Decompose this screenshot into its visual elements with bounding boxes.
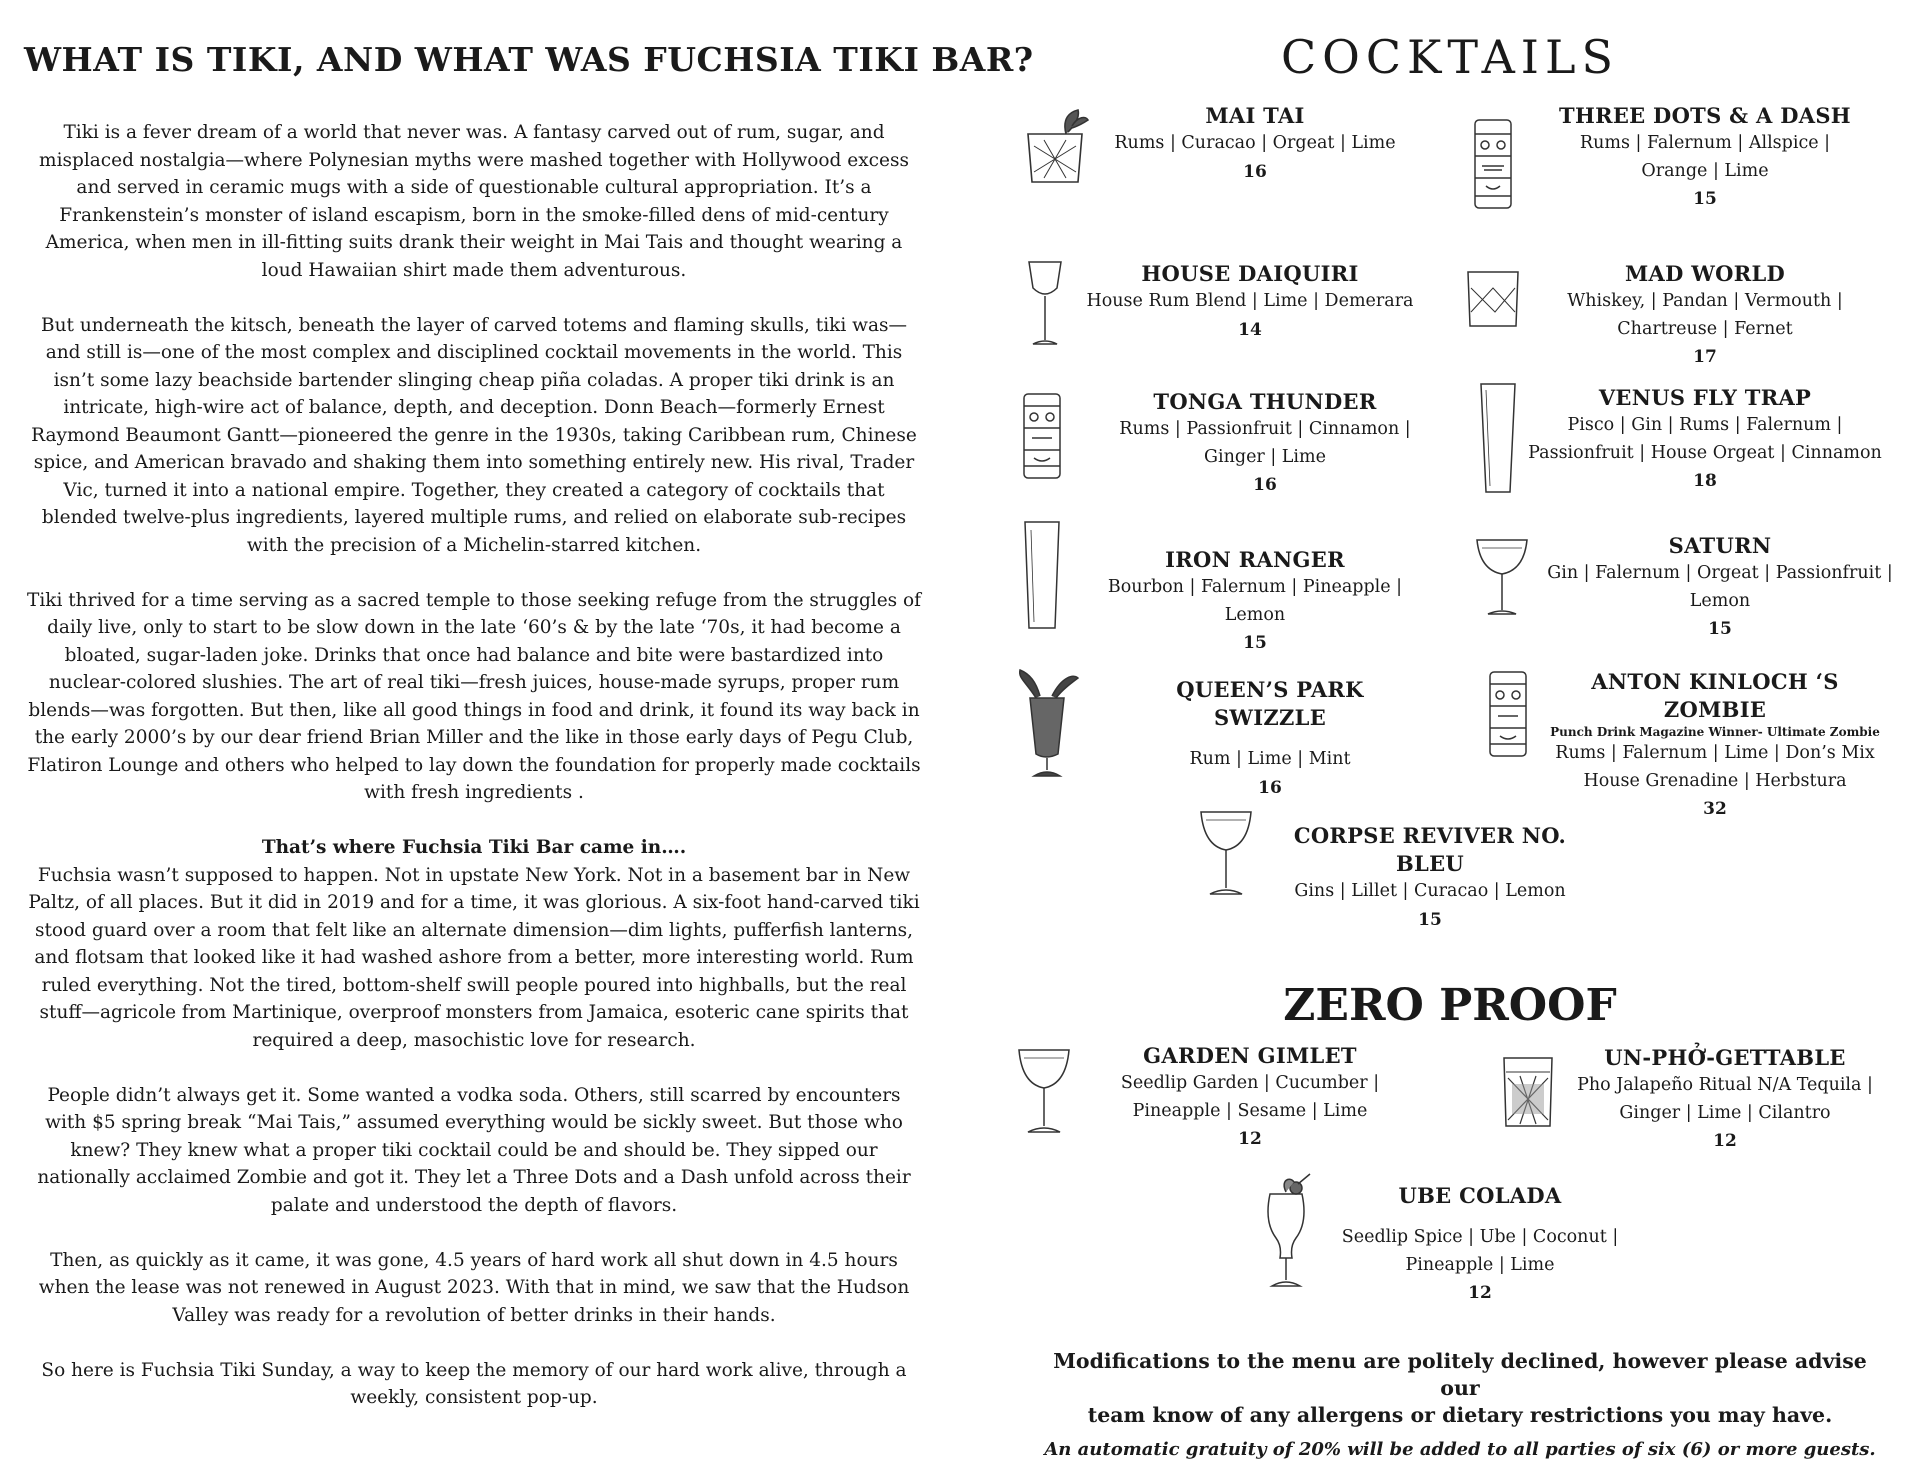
cocktail-ingredients-line-1: Pho Jalapeño Ritual N/A Tequila | bbox=[1577, 1075, 1873, 1095]
cocktail-name: HOUSE DAIQUIRI bbox=[1141, 261, 1359, 286]
cocktail-ingredients-line-2: Orange | Lime bbox=[1641, 160, 1769, 181]
cocktail-corpse-reviver-no-bleu bbox=[1260, 822, 1600, 934]
cocktail-three-dots-and-a-dash bbox=[1530, 102, 1880, 213]
highball-glass-icon bbox=[1022, 518, 1062, 634]
cocktail-name: QUEEN’S PARK SWIZZLE bbox=[1176, 677, 1364, 730]
tiki-mug-icon bbox=[1020, 390, 1064, 482]
story-paragraph-1: Tiki is a fever dream of a world that never was. A fantasy carved out of rum, sugar, and misplaced nostalgia—where Polynesian myths were mashed together with Hollywood excess and served in ceramic mugs with a side of questionable cultural appropriation. It’s a Frankenstein’s monster of island escapism, born in the smoke-filled dens of mid-century America, when men in ill-fitting suits drank their weight in Mai Tais and thought wearing a loud Hawaiian shirt made them adventurous. bbox=[39, 122, 909, 281]
story-paragraph-4-heading: That’s where Fuchsia Tiki Bar came in…. bbox=[261, 837, 687, 858]
cocktail-price: 15 bbox=[1693, 189, 1717, 209]
nick-and-nora-glass-icon bbox=[1025, 258, 1065, 350]
cocktail-ingredients-line-1: Rums | Falernum | Lime | Don’s Mix bbox=[1555, 743, 1875, 763]
cocktail-price: 15 bbox=[1243, 633, 1267, 653]
story-column bbox=[24, 40, 1034, 1439]
cocktail-ingredients-line-1: Whiskey, | Pandan | Vermouth | bbox=[1567, 291, 1843, 311]
story-paragraph-3: Tiki thrived for a time serving as a sacred temple to those seeking refuge from the struggles of daily live, only to start to be slow down in the late ‘60’s & by the late ‘70s, it had become a bloated, sugar-laden joke. Drinks that once had balance and bite were bastardized into nuclear-colored slushies. The art of real tiki—fresh juices, house-made syrups, proper rum blends—was forgotten. But then, like all good things in food and drink, it found its way back in the early 2000’s by our dear friend Brian Miller and the like in those early days of Pegu Club, Flatiron Lounge and others who helped to lay down the foundation for properly made cocktails with fresh ingredients . bbox=[26, 589, 922, 803]
cocktail-ingredients-line-1: Gin | Falernum | Orgeat | Passionfruit | bbox=[1547, 563, 1893, 583]
story-title: WHAT IS TIKI, AND WHAT WAS FUCHSIA TIKI BAR? bbox=[24, 40, 1034, 79]
collins-glass-icon bbox=[1478, 380, 1518, 498]
cocktail-mad-world bbox=[1535, 260, 1875, 371]
hurricane-glass-icon bbox=[1256, 1172, 1316, 1294]
cocktail-ingredients-line-2: Chartreuse | Fernet bbox=[1617, 318, 1793, 339]
cocktail-ingredients-line-1: Pisco | Gin | Rums | Falernum | bbox=[1567, 415, 1843, 435]
cocktail-price: 16 bbox=[1243, 161, 1267, 182]
cocktail-name: ANTON KINLOCH ‘S ZOMBIE bbox=[1591, 669, 1839, 722]
cocktail-ingredients-line-2: Pineapple | Lime bbox=[1405, 1254, 1555, 1275]
cocktail-price: 18 bbox=[1693, 471, 1717, 491]
cocktail-name: CORPSE REVIVER NO. BLEU bbox=[1293, 823, 1567, 876]
cocktail-ingredients-line-2: Lemon bbox=[1689, 590, 1751, 611]
zero-proof-ube-colada bbox=[1330, 1182, 1630, 1307]
cocktail-price: 12 bbox=[1468, 1283, 1492, 1303]
rocks-glass-mint-icon bbox=[1022, 106, 1092, 186]
cocktail-venus-fly-trap bbox=[1525, 384, 1885, 495]
tiki-mug-icon bbox=[1486, 668, 1530, 760]
cocktail-price: 32 bbox=[1703, 799, 1727, 819]
story-paragraph-7: So here is Fuchsia Tiki Sunday, a way to keep the memory of our hard work alive, through a weekly, consistent pop-up. bbox=[41, 1359, 907, 1408]
cocktail-name: THREE DOTS & A DASH bbox=[1559, 103, 1851, 128]
story-paragraph-2: But underneath the kitsch, beneath the layer of carved totems and flaming skulls, tiki was—and still is—one of the most complex and disciplined cocktail movements in the world. This isn’t some lazy beachside bartender slinging cheap piña coladas. A proper tiki drink is an intricate, high-wire act of balance, depth, and deception. Donn Beach—formerly Ernest Raymond Beaumont Gantt—pioneered the genre in the 1930s, taking Caribbean rum, Chinese spice, and American bravado and shaking them into something entirely new. His rival, Trader Vic, turned it into a national empire. Together, they created a category of cocktails that blended twelve-plus ingredients, layered multiple rums, and relied on elaborate sub-recipes with the precision of a Michelin-starred kitchen. bbox=[31, 314, 917, 556]
cocktail-ingredients-line-2: Ginger | Lime bbox=[1204, 446, 1326, 467]
cocktail-price: 12 bbox=[1713, 1131, 1737, 1151]
cocktail-queens-park-swizzle bbox=[1120, 676, 1420, 802]
cocktail-price: 16 bbox=[1258, 777, 1282, 798]
cocktail-mai-tai bbox=[1100, 102, 1410, 186]
cocktail-name: SATURN bbox=[1668, 533, 1772, 558]
cocktail-iron-ranger bbox=[1090, 546, 1420, 657]
coupe-glass-icon bbox=[1016, 1044, 1072, 1138]
cocktail-ingredients-line-1: Seedlip Spice | Ube | Coconut | bbox=[1341, 1227, 1619, 1247]
cocktail-name: MAI TAI bbox=[1205, 103, 1305, 128]
cocktail-award-subtitle: Punch Drink Magazine Winner- Ultimate Zombie bbox=[1550, 725, 1880, 739]
cocktail-saturn bbox=[1540, 532, 1900, 643]
zero-proof-garden-gimlet bbox=[1100, 1042, 1400, 1153]
cocktail-ingredients-line-1: Rums | Passionfruit | Cinnamon | bbox=[1119, 419, 1411, 439]
cocktail-ingredients-line-2: Pineapple | Sesame | Lime bbox=[1132, 1100, 1368, 1121]
cocktail-ingredients-line-1: Seedlip Garden | Cucumber | bbox=[1120, 1073, 1380, 1093]
cocktail-ingredients: Gins | Lillet | Curacao | Lemon bbox=[1294, 881, 1566, 901]
zero-proof-title: ZERO PROOF bbox=[1283, 980, 1617, 1031]
modifications-note-line-2: team know of any allergens or dietary restrictions you may have. bbox=[1087, 1403, 1833, 1427]
cocktail-ingredients: Rums | Curacao | Orgeat | Lime bbox=[1114, 133, 1396, 153]
cocktail-ingredients-line-1: Bourbon | Falernum | Pineapple | bbox=[1107, 577, 1403, 597]
cocktail-ingredients-line-1: Rums | Falernum | Allspice | bbox=[1579, 133, 1831, 153]
cocktail-house-daiquiri bbox=[1080, 260, 1420, 344]
story-paragraph-5: People didn’t always get it. Some wanted a vodka soda. Others, still scarred by encounters with $5 spring break “Mai Tais,” assumed everything would be sickly sweet. But those who knew? They knew what a proper tiki cocktail could be and should be. They sipped our nationally acclaimed Zombie and got it. They let a Three Dots and a Dash unfold across their palate and understood the depth of flavors. bbox=[37, 1084, 911, 1216]
story-paragraph-4-body: Fuchsia wasn’t supposed to happen. Not in upstate New York. Not in a basement bar in New Paltz, of all places. But it did in 2019 and for a time, it was glorious. A six-foot hand-carved tiki stood guard over a room that felt like an alternate dimension—dim lights, pufferfish lanterns, and flotsam that looked like it had washed ashore from a better, more interesting world. Rum ruled everything. Not the tired, bottom-shelf swill people poured into highballs, but the real stuff—agricole from Martinique, overproof monsters from Jamaica, esoteric cane spirits that required a deep, masochistic love for research. bbox=[28, 864, 920, 1051]
cocktail-name: UN-PHỞ-GETTABLE bbox=[1604, 1045, 1846, 1070]
cocktail-name: IRON RANGER bbox=[1165, 547, 1345, 572]
cocktail-name: MAD WORLD bbox=[1624, 261, 1786, 286]
cocktail-ingredients-line-2: Passionfruit | House Orgeat | Cinnamon bbox=[1528, 442, 1882, 463]
cocktail-name: TONGA THUNDER bbox=[1153, 389, 1377, 414]
cocktail-price: 14 bbox=[1238, 319, 1262, 340]
cocktail-name: UBE COLADA bbox=[1398, 1183, 1562, 1208]
crystal-rocks-glass-icon bbox=[1465, 268, 1521, 330]
cocktails-title: COCKTAILS bbox=[1280, 30, 1620, 84]
story-paragraph-4 bbox=[24, 834, 924, 1054]
cocktail-price: 17 bbox=[1693, 347, 1717, 367]
cocktail-ingredients: House Rum Blend | Lime | Demerara bbox=[1086, 291, 1414, 311]
cocktail-name: GARDEN GIMLET bbox=[1143, 1043, 1357, 1068]
cocktail-ingredients-line-2: Ginger | Lime | Cilantro bbox=[1619, 1102, 1831, 1123]
cocktail-price: 12 bbox=[1238, 1129, 1262, 1149]
cocktail-price: 15 bbox=[1708, 619, 1732, 639]
cocktail-price: 15 bbox=[1418, 909, 1442, 930]
modifications-note-line-1: Modifications to the menu are politely declined, however please advise our bbox=[1053, 1349, 1867, 1400]
coupe-glass-icon bbox=[1474, 534, 1530, 620]
modifications-note bbox=[1030, 1348, 1890, 1429]
tiki-mug-icon bbox=[1470, 116, 1516, 212]
swizzle-glass-mint-icon bbox=[1016, 668, 1082, 784]
zero-proof-un-pho-gettable bbox=[1560, 1044, 1890, 1155]
cocktail-tonga-thunder bbox=[1095, 388, 1435, 499]
old-fashioned-glass-icon bbox=[1500, 1054, 1556, 1130]
cocktail-name: VENUS FLY TRAP bbox=[1598, 385, 1812, 410]
cocktail-ingredients-line-2: House Grenadine | Herbstura bbox=[1583, 770, 1847, 791]
cocktail-ingredients-line-2: Lemon bbox=[1224, 604, 1286, 625]
cocktail-price: 16 bbox=[1253, 475, 1277, 495]
gratuity-note: An automatic gratuity of 20% will be added to all parties of six (6) or more guests. bbox=[1044, 1439, 1876, 1460]
story-paragraph-6: Then, as quickly as it came, it was gone, 4.5 years of hard work all shut down in 4.5 hours when the lease was not renewed in August 2023. With that in mind, we saw that the Hudson Valley was ready for a revolution of better drinks in their hands. bbox=[38, 1249, 910, 1326]
cocktail-anton-kinloch-zombie bbox=[1540, 668, 1890, 823]
menu-footer bbox=[1030, 1348, 1890, 1460]
coupe-glass-icon bbox=[1198, 806, 1254, 900]
cocktail-ingredients: Rum | Lime | Mint bbox=[1189, 749, 1351, 769]
